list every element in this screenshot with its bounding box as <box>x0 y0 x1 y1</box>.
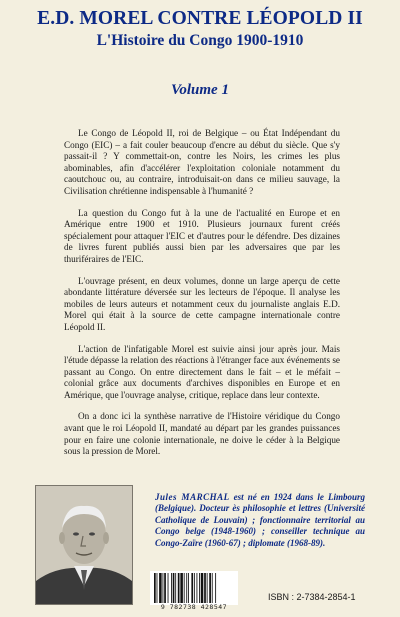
volume-label: Volume 1 <box>171 82 229 98</box>
author-bio-text: est né en 1924 dans le Limbourg (Belgique). Docteur ès philosophie et lettres (Université Catholique de Louvain) ; fonctionnaire territorial au Congo belge (1948-1960) ; conseiller technique au Congo-Zaïre (1960-67) ; diplomate (1968-89). <box>155 492 365 548</box>
author-portrait-icon <box>36 486 132 604</box>
author-name: Jules MARCHAL <box>155 492 230 502</box>
blurb-paragraph: L'action de l'infatigable Morel est suivie ainsi jour après jour. Mais l'étude dépasse la relation des réactions à l'étranger face aux événements se passant au Congo. On entre directement dans le fait – et le méfait – colonial grâce aux documents d'archives disponibles en Europe et en Amérique, que l'ouvrage analyse, critique, replace dans leur contexte. <box>64 343 340 400</box>
author-bio <box>155 492 365 549</box>
blurb-text <box>64 128 340 468</box>
book-title: E.D. MOREL CONTRE LÉOPOLD II <box>37 8 363 29</box>
isbn-label: ISBN : 2-7384-2854-1 <box>268 592 356 602</box>
blurb-paragraph: L'ouvrage présent, en deux volumes, donne un large aperçu de cette abondante littérature déversée sur les lecteurs de l'époque. Il analyse les mobiles de leurs auteurs et notamment ceux du journaliste anglais E.D. Morel qui était à la source de cette campagne internationale contre Léopold II. <box>64 275 340 332</box>
blurb-paragraph: La question du Congo fut à la une de l'actualité en Europe et en Amérique entre 1900 et 1910. Plusieurs journaux furent créés spécialement pour attaquer l'EIC et d'autres pour le défendre. Des dizaines de livres furent publiés aussi bien par les adversaires que par les thuriféraires de l'EIC. <box>64 207 340 264</box>
cover-header <box>0 0 400 50</box>
barcode-icon <box>150 571 238 605</box>
book-subtitle: L'Histoire du Congo 1900-1910 <box>96 32 304 49</box>
author-photo <box>35 485 133 605</box>
barcode-number: 9 782738 428547 <box>160 603 228 611</box>
blurb-paragraph: On a donc ici la synthèse narrative de l'Histoire véridique du Congo avant que le roi Léopold II, mandaté au départ par les grandes puissances pour en faire une colonie internationale, ne doive le céder à la Belgique sous la pression de Morel. <box>64 411 340 457</box>
blurb-paragraph: Le Congo de Léopold II, roi de Belgique – ou État Indépendant du Congo (EIC) – a fait couler beaucoup d'encre au début du siècle. Que s'y passait-il ? Y commettait-on, contre les Noirs, les crimes les plus abominables, afin d'accélérer l'exploitation coloniale notamment du caoutchouc ou, au contraire, introduisait-on dans ce milieu sauvage, la Civilisation chrétienne indispensable à l'humanité ? <box>64 128 340 196</box>
